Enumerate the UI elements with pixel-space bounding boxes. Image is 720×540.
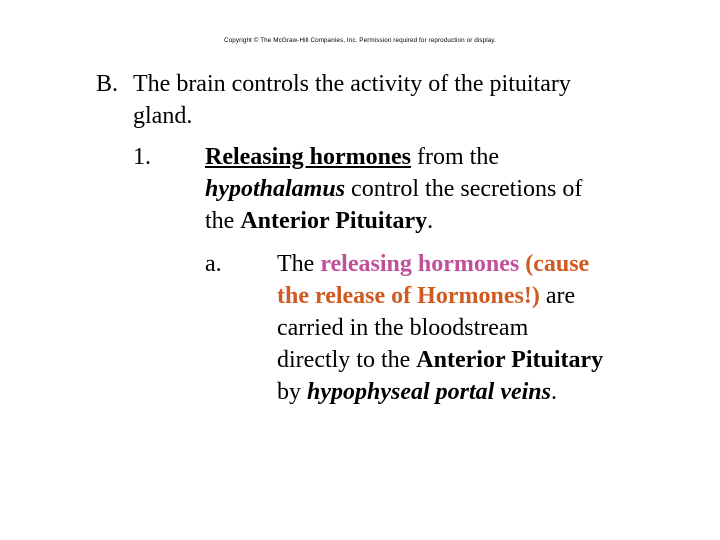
the-text: The [277,251,321,277]
releasing-hormones-highlight: releasing hormones [320,251,520,277]
from-the-text: from the [411,144,499,170]
point-1-line2 [205,175,582,203]
point-a-line2 [277,282,575,310]
point-a-line5 [277,378,557,406]
copyright-notice: Copyright © The McGraw-Hill Companies, Inc. Permission required for reproduction or display. [224,37,496,44]
release-of-hormones-text: the release of Hormones!) [277,283,540,309]
marker-1: 1. [133,144,151,170]
marker-a: a. [205,251,222,277]
portal-veins-term: hypophyseal portal veins [307,379,551,405]
by-text: by [277,379,307,405]
anterior-pituitary-term: Anterior Pituitary [240,208,428,234]
point-b-line2: gland. [133,103,193,129]
anterior-pituitary-term: Anterior Pituitary [416,347,604,373]
cause-text: (cause [519,251,590,277]
hypothalamus-term: hypothalamus [205,176,346,202]
point-1-line1 [205,143,499,171]
point-b-line1: The brain controls the activity of the pituitary [133,71,571,97]
period: . [551,379,557,405]
the-text: the [205,208,241,234]
are-text: are [539,283,576,309]
point-a-line4 [277,346,603,374]
point-1-line3 [205,207,433,235]
point-a-line3: carried in the bloodstream [277,315,529,341]
point-a-line1 [277,250,589,278]
releasing-hormones-term: Releasing hormones [205,144,411,170]
control-text: control the secretions of [345,176,583,202]
directly-text: directly to the [277,347,417,373]
period: . [427,208,434,234]
marker-b: B. [96,71,119,97]
